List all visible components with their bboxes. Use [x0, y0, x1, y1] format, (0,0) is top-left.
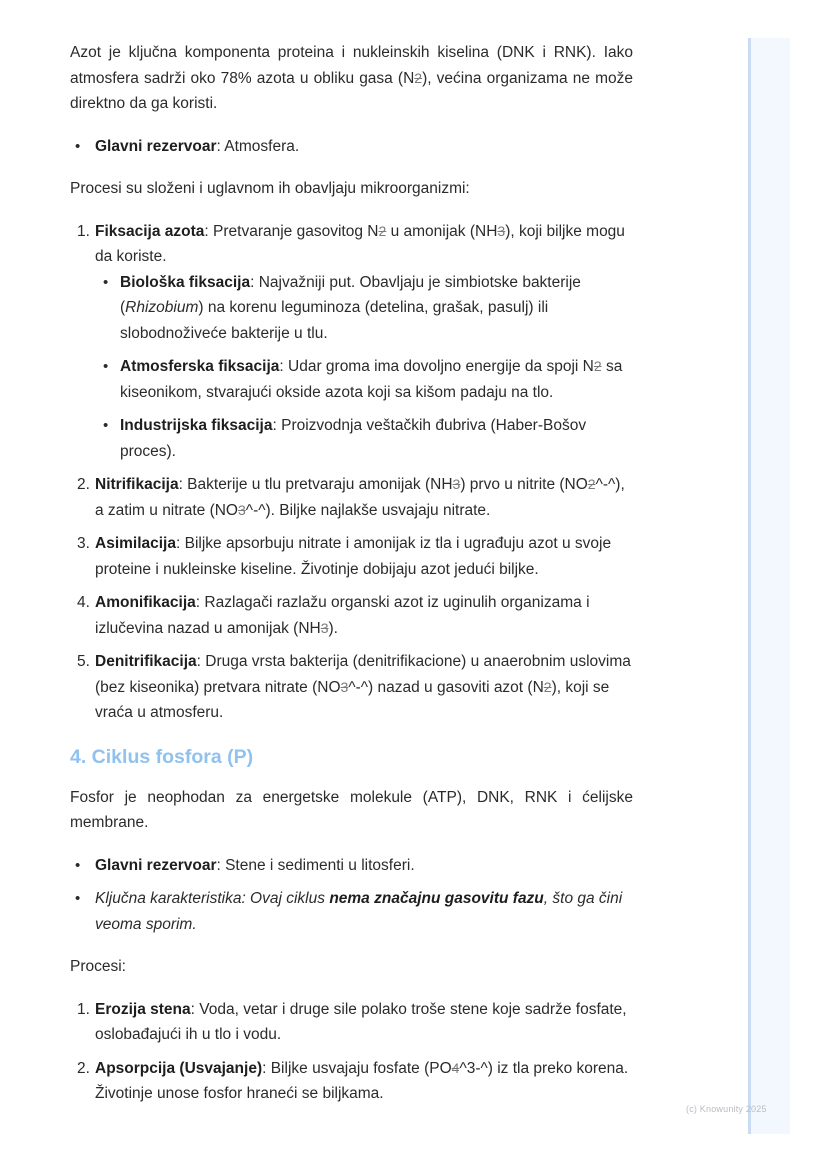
list-number: 2. [77, 476, 90, 493]
process-item-nitrification [70, 472, 633, 523]
list-number: 1. [77, 222, 90, 240]
process-item-fixation [70, 219, 633, 465]
bullet-key-characteristic: • Ključna karakteristika: Ovaj ciklus nema značajnu gasovitu fazu, što ga čini veoma sporim. [70, 886, 633, 937]
copyright-watermark: (c) Knowunity 2025 [686, 1104, 767, 1114]
bullet-main-reservoir: • Glavni rezervoar: Atmosfera. [70, 134, 633, 160]
section-heading-phosphorus-cycle: 4. Ciklus fosfora (P) [70, 745, 254, 768]
bullet-main-reservoir: • Glavni rezervoar: Stene i sedimenti u litosferi. [70, 853, 633, 879]
subscript-digit: 2 [593, 358, 602, 374]
document-page [70, 40, 633, 1124]
list-number: 2. [77, 1059, 90, 1077]
process-text: Apsorpcija (Usvajanje): Biljke usvajaju fosfate (PO4^3-^) iz tla preko korena. Životinje unose fosfor hraneći se biljkama. [95, 1059, 629, 1102]
side-margin-panel [748, 38, 790, 1134]
process-item-denitrification [70, 649, 633, 726]
nitrogen-intro-paragraph: Azot je ključna komponenta proteina i nukleinskih kiselina (DNK i RNK). Iako atmosfera sadrži oko 78% azota u obliku gasa (N2), većina organizama ne može direktno da ga koristi. [70, 44, 634, 112]
subscript-digit: 2 [587, 476, 596, 492]
nitrogen-process-list [70, 219, 633, 726]
subtype-atmospheric-fixation: • Atmosferska fiksacija: Udar groma ima dovoljno energije da spoji N2 sa kiseonikom, stvarajući okside azota koji sa kišom padaju na tlo. [95, 354, 633, 405]
process-text: Asimilacija: Biljke apsorbuju nitrate i amonijak iz tla i ugrađuju azot u svoje proteine i nukleinske kiseline. Životinje dobijaju azot jedući biljke. [95, 535, 612, 578]
list-number: 5. [77, 653, 90, 670]
subscript-digit: 3 [320, 619, 329, 636]
subtype-industrial-fixation: • Industrijska fiksacija: Proizvodnja veštačkih đubriva (Haber-Bošov proces). [95, 413, 633, 464]
subscript-digit: 3 [340, 678, 349, 695]
subscript-digit: 4 [451, 1059, 460, 1076]
process-item-absorption [70, 1056, 633, 1107]
process-item-rock-erosion [70, 997, 633, 1048]
subscript-digit: 3 [238, 501, 246, 518]
process-text: Nitrifikacija: Bakterije u tlu pretvaraju amonijak (NH3) prvo u nitrite (NO2^-^), a zatim u nitrate (NO3^-^). Biljke najlakše usvajaju nitrate. [95, 476, 625, 519]
subscript-digit: 2 [378, 222, 387, 239]
process-item-ammonification [70, 590, 633, 641]
process-text: Amonifikacija: Razlagači razlažu organski azot iz uginulih organizama i izlučevina nazad u amonijak (NH3). [95, 594, 590, 637]
subscript-digit: 3 [452, 476, 461, 492]
phosphorus-bullet-list [70, 853, 633, 938]
list-number: 4. [77, 594, 90, 611]
nitrogen-process-intro: Procesi su složeni i uglavnom ih obavljaju mikroorganizmi: [70, 180, 470, 197]
list-number: 1. [77, 1000, 90, 1018]
process-item-assimilation [70, 531, 633, 582]
fixation-subtypes-list [95, 270, 633, 465]
subtype-biological-fixation: • Biološka fiksacija: Najvažniji put. Obavljaju je simbiotske bakterije (Rhizobium) na korenu leguminoza (detelina, grašak, pasulj) ili slobodnoživeće bakterije u tlu. [95, 270, 633, 347]
nitrogen-bullet-list [70, 134, 633, 160]
list-number: 3. [77, 535, 90, 552]
phosphorus-process-list [70, 997, 633, 1107]
process-text: Denitrifikacija: Druga vrsta bakterija (denitrifikacione) u anaerobnim uslovima (bez kiseonika) pretvara nitrate (NO3^-^) nazad u gasoviti azot (N2), koji se vraća u atmosferu. [95, 653, 631, 721]
process-text: Fiksacija azota: Pretvaranje gasovitog N2 u amonijak (NH3), koji biljke mogu da koriste. [95, 222, 625, 265]
subscript-digit: 3 [497, 222, 506, 239]
subscript-digit: 2 [543, 678, 552, 695]
phosphorus-intro-paragraph: Fosfor je neophodan za energetske molekule (ATP), DNK, RNK i ćelijske membrane. [70, 788, 633, 831]
process-text: Erozija stena: Voda, vetar i druge sile polako troše stene koje sadrže fosfate, oslobađajući ih u tlo i vodu. [95, 1000, 627, 1043]
phosphorus-process-intro: Procesi: [70, 958, 126, 975]
subscript-digit: 2 [414, 69, 423, 86]
